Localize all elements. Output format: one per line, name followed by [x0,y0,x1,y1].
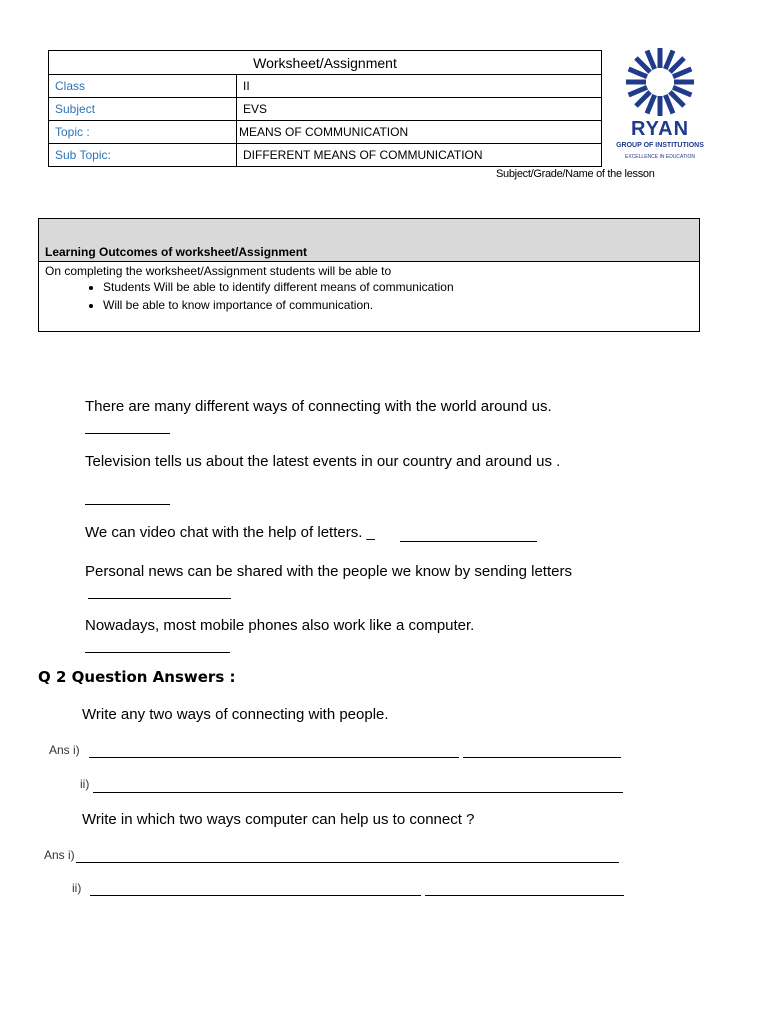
statement-4: Personal news can be shared with the people we know by sending letters [85,563,572,580]
statement-1: There are many different ways of connecting with the world around us. [85,398,552,415]
subtopic-label: Sub Topic: [49,144,237,167]
statement-5: Nowadays, most mobile phones also work like a computer. [85,617,475,634]
answer-line[interactable] [425,894,624,896]
answer-blank[interactable] [85,503,170,505]
answer-label-i: Ans i) [44,848,75,862]
sunburst-icon [614,46,706,118]
logo-tagline: GROUP OF INSTITUTIONS [616,142,704,149]
answer-blank[interactable] [85,651,230,653]
outcome-item: • Will be able to know importance of communication. [103,296,699,314]
outcomes-header [39,219,699,262]
q2-question-2: Write in which two ways computer can help us to connect ? [82,811,475,828]
topic-label: Topic : [49,121,237,144]
subject-value: EVS [237,98,602,121]
header-table [48,50,602,167]
answer-line[interactable] [463,756,621,758]
ryan-logo [614,46,706,164]
answer-line[interactable] [93,791,623,793]
outcomes-intro: On completing the worksheet/Assignment students will be able to [45,264,392,278]
learning-outcomes-box [38,218,700,332]
q2-question-1: Write any two ways of connecting with people. [82,706,389,723]
class-label: Class [49,75,237,98]
logo-name: RYAN [630,118,690,140]
subtopic-value: DIFFERENT MEANS OF COMMUNICATION [237,144,602,167]
subject-label: Subject [49,98,237,121]
answer-label-ii: ii) [72,881,82,895]
lesson-caption: Subject/Grade/Name of the lesson [496,168,655,180]
class-value: II [237,75,602,98]
answer-label-i: Ans i) [49,743,80,757]
statement-2: Television tells us about the latest events in our country and around us . [85,453,561,470]
worksheet-title: Worksheet/Assignment [49,51,602,75]
outcomes-list [39,278,699,314]
answer-line[interactable] [76,861,619,863]
outcomes-heading: Learning Outcomes of worksheet/Assignment [45,245,308,259]
logo-motto: EXCELLENCE IN EDUCATION [625,154,695,160]
outcome-item: • Students Will be able to identify different means of communication [103,278,699,296]
answer-blank[interactable] [85,432,170,434]
answer-line[interactable] [90,894,421,896]
statement-3: We can video chat with the help of letters. _ [85,524,375,541]
topic-value: MEANS OF COMMUNICATION [237,121,602,144]
answer-label-ii: ii) [80,777,90,791]
answer-blank[interactable] [88,597,231,599]
answer-line[interactable] [89,756,459,758]
q2-title: Q 2 Question Answers : [38,668,236,686]
answer-blank[interactable] [400,540,537,542]
